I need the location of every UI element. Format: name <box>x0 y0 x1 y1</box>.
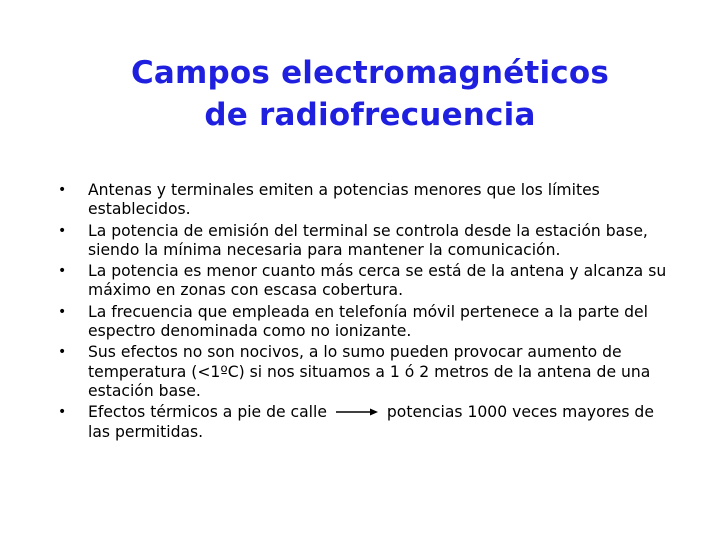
bullet-item <box>58 303 668 342</box>
bullet-text: Antenas y terminales emiten a potencias menores que los límites establecidos. <box>88 181 600 219</box>
right-arrow-icon <box>335 407 379 417</box>
bullet-icon: • <box>58 263 67 280</box>
bullet-item <box>58 222 668 261</box>
bullet-item <box>58 343 668 401</box>
bullet-item <box>58 403 668 442</box>
title-line-1: Campos electromagnéticos <box>130 55 610 91</box>
bullet-text: La potencia es menor cuanto más cerca se está de la antena y alcanza su máximo en zonas con escasa cobertura. <box>88 262 667 300</box>
title-line-2: de radiofrecuencia <box>204 97 536 133</box>
bullet-text-before-arrow: Efectos térmicos a pie de calle <box>88 403 327 422</box>
bullet-icon: • <box>58 182 67 198</box>
bullet-text-after-arrow: potencias 1000 veces mayores de las permitidas. <box>88 403 654 441</box>
bullet-icon: • <box>58 222 67 239</box>
bullet-icon: • <box>58 303 67 320</box>
bullet-text: La potencia de emisión del terminal se controla desde la estación base, siendo la mínima necesaria para mantener la comunicación. <box>88 221 648 259</box>
bullet-icon: • <box>58 344 67 361</box>
bullet-icon: • <box>58 404 67 421</box>
slide-title <box>60 52 680 136</box>
bullet-text: Sus efectos no son nocivos, a lo sumo pueden provocar aumento de temperatura (<1ºC) si nos situamos a 1 ó 2 metros de la antena de una estación base. <box>88 343 651 400</box>
bullet-text: La frecuencia que empleada en telefonía móvil pertenece a la parte del espectro denominada como no ionizante. <box>88 302 648 341</box>
bullet-list <box>58 181 668 444</box>
bullet-item <box>58 262 668 301</box>
bullet-item <box>58 181 668 220</box>
